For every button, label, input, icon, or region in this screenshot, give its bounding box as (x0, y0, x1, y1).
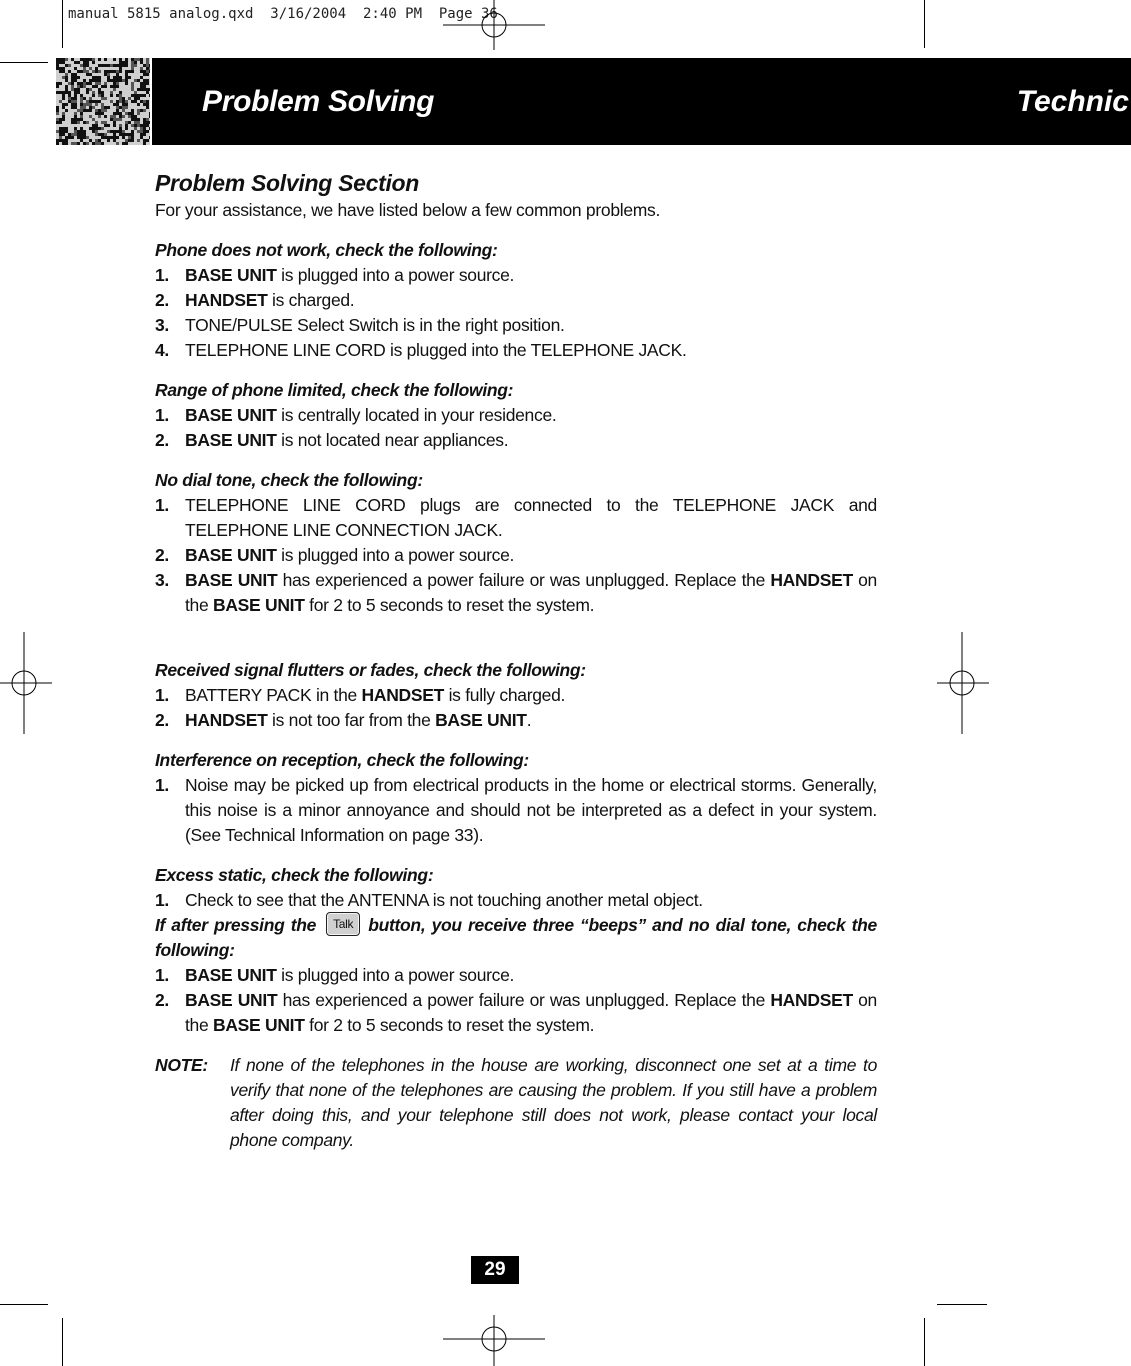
group-excess-static (155, 863, 877, 913)
printer-slug: manual 5815 analog.qxd 3/16/2004 2:40 PM Page 36 (68, 6, 498, 22)
note-label: NOTE: (155, 1055, 208, 1076)
list-item: 4. TELEPHONE LINE CORD is plugged into the TELEPHONE JACK. (155, 340, 687, 360)
registration-mark-bottom (443, 1315, 545, 1366)
list-item: 1. TELEPHONE LINE CORD plugs are connected to the TELEPHONE JACK and TELEPHONE LINE CONNECTION JACK. (155, 495, 877, 540)
group-range-limited (155, 378, 877, 453)
group-heading: Excess static, check the following: (155, 865, 434, 885)
group-heading: No dial tone, check the following: (155, 470, 423, 490)
registration-mark-right (937, 632, 989, 734)
registration-mark-top (443, 0, 545, 50)
header-title: Problem Solving (202, 85, 435, 118)
list-item: 1. BATTERY PACK in the HANDSET is fully charged. (155, 685, 566, 705)
note-text: If none of the telephones in the house are working, disconnect one set at a time to verify that none of the telephones are causing the problem. If you still have a problem after doing this, and your telephone still does not work, please contact your local phone company. (230, 1055, 877, 1151)
list-item: 1. BASE UNIT is plugged into a power source. (155, 965, 515, 986)
group-signal-flutters (155, 658, 877, 733)
note (155, 1053, 877, 1153)
list-item: 3. BASE UNIT has experienced a power failure or was unplugged. Replace the HANDSET on the BASE UNIT for 2 to 5 seconds to reset the system. (155, 570, 877, 615)
group-heading: Received signal flutters or fades, check the following: (155, 660, 586, 680)
group-no-dial-tone (155, 468, 877, 618)
list-item: 2. BASE UNIT is plugged into a power source. (155, 545, 515, 565)
intro-text: For your assistance, we have listed below a few common problems. (155, 200, 661, 220)
group-heading: Range of phone limited, check the following: (155, 380, 514, 400)
page-number: 29 (471, 1256, 519, 1284)
list-item: 1. Noise may be picked up from electrical products in the home or electrical storms. Generally, this noise is a minor annoyance and should not be interpreted as a defect in your system. (See Technical Information on page 33). (155, 775, 877, 845)
group-phone-not-work (155, 238, 877, 363)
group-heading: Interference on reception, check the following: (155, 750, 529, 770)
list-item: 1. BASE UNIT is plugged into a power source. (155, 265, 515, 285)
list-item: 1. BASE UNIT is centrally located in your residence. (155, 405, 557, 425)
list-item: 1. Check to see that the ANTENNA is not touching another metal object. (155, 890, 703, 910)
registration-mark-left (0, 632, 52, 734)
list-item: 2. BASE UNIT has experienced a power failure or was unplugged. Replace the HANDSET on the BASE UNIT for 2 to 5 seconds to reset the system. (155, 990, 877, 1036)
group-talk-beeps (155, 913, 877, 1038)
section-title: Problem Solving Section (155, 170, 420, 196)
decorative-texture (56, 58, 150, 145)
main-content (155, 168, 877, 1153)
list-item: 2. HANDSET is charged. (155, 290, 355, 310)
group-heading: Phone does not work, check the following: (155, 240, 498, 260)
group-interference (155, 748, 877, 848)
talk-button-icon: Talk (326, 912, 360, 936)
group-heading: If after pressing the Talk button, you receive three “beeps” and no dial tone, check the following: (155, 913, 877, 963)
list-item: 2. BASE UNIT is not located near appliances. (155, 430, 509, 450)
list-item: 2. HANDSET is not too far from the BASE UNIT. (155, 710, 532, 730)
header-bar (152, 58, 1131, 145)
header-chapter: Technic (1016, 85, 1129, 118)
list-item: 3. TONE/PULSE Select Switch is in the right position. (155, 315, 565, 335)
